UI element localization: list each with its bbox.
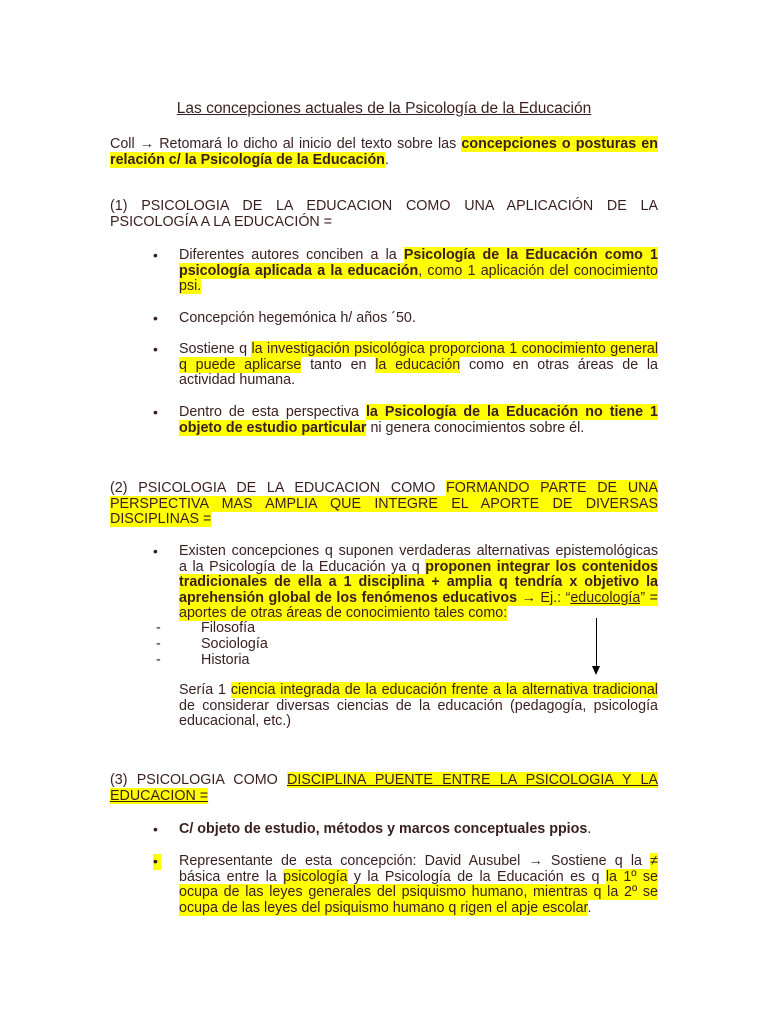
s1-bullet2: Concepción hegemónica h/ años ´50. [179,310,416,326]
bullet-icon: • [153,341,158,357]
s3-bullet2 [179,854,658,916]
text: de considerar diversas ciencias de la educación (pedagogía, psicología educacional, etc.) [179,697,658,730]
highlight: proponen integrar los contenidos tradicionales de ella a 1 disciplina + amplia q tendría x objetivo la aprehensión global de los fenómenos educativos [179,558,658,606]
s1-bullet4 [179,405,658,436]
list-dash: - [156,636,161,652]
down-arrow-icon [592,666,600,675]
text: Representante de esta concepción: David Ausubel → Sostiene q la [179,853,651,869]
text: . [587,821,592,837]
intro-text: Coll → Retomará lo dicho al inicio del texto sobre las [110,136,462,152]
list-dash: - [156,652,161,668]
bullet-icon: • [153,854,161,870]
list-item: Sociología [201,636,268,652]
text: Existen concepciones q suponen verdaderas alternativas epistemológicas a la Psicología de la Educación ya q [179,543,658,575]
text: Sería 1 [179,682,231,698]
highlight: DISCIPLINA PUENTE ENTRE LA PSICOLOGIA Y LA EDUCACION = [110,772,659,804]
bullet-icon: • [153,543,158,559]
section3-heading [110,773,658,804]
document-title: Las concepciones actuales de la Psicología de la Educación [176,100,592,117]
section2-heading [110,481,658,528]
text: básica entre la [179,868,284,885]
bullet-icon: • [153,247,158,263]
highlight: FORMANDO PARTE DE UNA PERSPECTIVA MAS AMPLIA QUE INTEGRE EL APORTE DE DIVERSAS DISCIPLINAS = [110,480,659,528]
bullet-icon: • [153,821,158,837]
text: . [587,899,592,916]
text: tanto en [301,356,376,373]
text: Sostiene q [179,341,252,357]
highlight-underlined: educología [570,589,641,606]
bullet-icon: • [153,310,158,326]
intro-paragraph [110,137,658,168]
list-dash: - [156,620,161,636]
highlight: la Psicología de la Educación no tiene 1 objeto de estudio particular [179,404,659,436]
text: y la Psicología de la Educación [347,868,564,885]
highlight: la educación [375,356,461,373]
intro-end: . [384,151,389,168]
text: Diferentes autores conciben a la [179,247,404,263]
s3-bullet1 [179,822,658,838]
intro-highlight: concepciones o posturas en relación c/ la Psicología de la Educación [110,136,658,168]
text: C/ objeto de estudio, métodos y marcos conceptuales ppios [179,821,588,837]
text: ni genera conocimientos sobre él. [366,419,585,436]
highlight: la investigación psicológica proporciona 1 conocimiento general q puede aplicarse [179,341,658,373]
list-item: Filosofía [201,620,256,636]
s2-bullet1 [179,544,658,622]
section1-heading: (1) PSICOLOGIA DE LA EDUCACION COMO UNA APLICACIÓN DE LA PSICOLOGÍA A LA EDUCACIÓN = [110,198,658,230]
text: como en otras áreas de la actividad humana. [179,356,658,389]
down-arrow-line [596,618,597,668]
highlight: la 1º se ocupa de las leyes generales del psiquismo humano, mientras q la 2º se ocupa de las leyes del psiquismo humano q rigen el apje escolar [179,868,658,916]
text: es q [563,868,606,885]
highlight: , como 1 aplicación del conocimiento psi. [179,262,658,295]
list-item: Historia [201,652,250,668]
highlight: Psicología de la Educación como 1 psicología aplicada a la educación [179,247,658,279]
highlight: ciencia integrada de la educación frente a la alternativa tradicional [230,682,658,698]
highlight: psicología [283,868,348,885]
s2-paragraph [179,683,658,730]
text: (2) PSICOLOGIA DE LA EDUCACION COMO [110,480,447,496]
s1-bullet3 [179,342,658,389]
highlight: → Ej.: “ [517,589,571,606]
text: Dentro de esta perspectiva [179,404,366,420]
highlight: ” = aportes de otras áreas de conocimiento tales como: [179,589,658,622]
highlight: ≠ [650,853,658,869]
text: (3) PSICOLOGIA COMO [110,772,287,788]
s1-bullet1 [179,248,658,295]
bullet-icon: • [153,404,158,420]
